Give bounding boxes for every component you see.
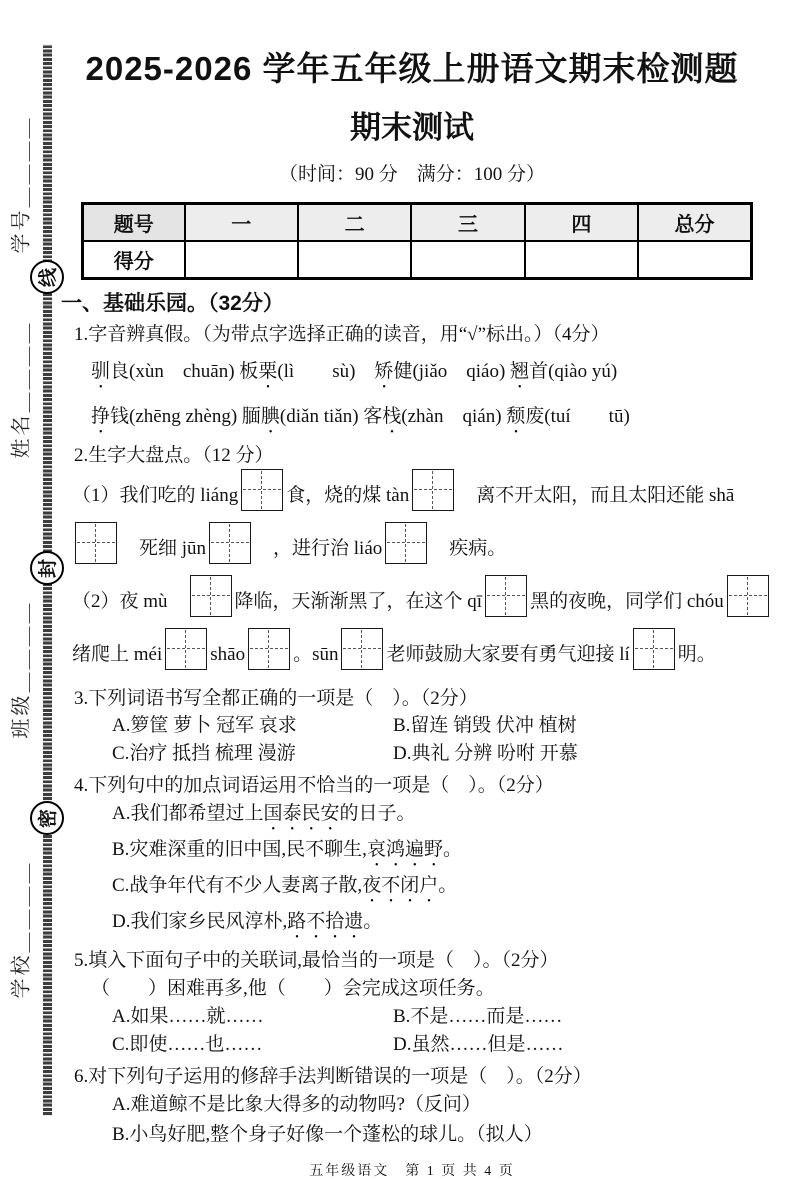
score-cell[interactable] [638, 241, 751, 278]
option-3c: C.治疗 抵挡 梳理 漫游 [112, 742, 296, 764]
text-segment: 食，烧的煤 tàn [286, 484, 410, 506]
dotted-text: 驯 [91, 360, 111, 382]
writing-grid-box[interactable] [633, 628, 675, 670]
question-2-heading: 2.生字大盘点。（12 分） [74, 444, 274, 466]
writing-grid-box[interactable] [209, 522, 251, 564]
text-segment: 明。 [677, 643, 716, 665]
text-segment: 良(xùn chuān) 板 [110, 360, 259, 382]
question-2-fill-line [72, 522, 769, 575]
seal-strip [0, 0, 62, 1122]
score-header-cell: 三 [411, 203, 524, 241]
option-3d: D.典礼 分辨 吩咐 开慕 [393, 742, 578, 764]
page-subtitle: 期末测试 [350, 109, 474, 145]
seal-circle-seal-char [30, 551, 64, 585]
text-segment: 健(jiǎo qiáo) [393, 360, 511, 382]
score-table-score-row [83, 241, 752, 278]
seal-circle-text: 线 [38, 267, 60, 287]
writing-grid-box[interactable] [75, 522, 117, 564]
question-5-sentence: （ ）困难再多,他（ ）会完成这项任务。 [91, 977, 495, 999]
writing-grid-box[interactable] [412, 469, 454, 511]
score-row-label: 得分 [83, 241, 185, 278]
score-header-cell: 总分 [638, 203, 751, 241]
option-3b: B.留连 销毁 伏冲 植树 [393, 714, 577, 736]
dotted-text: 栗 [258, 360, 278, 382]
text-segment: 死细 jūn [120, 537, 207, 559]
writing-grid-box[interactable] [165, 628, 207, 670]
option-5a: A.如果……就…… [112, 1005, 264, 1027]
text-segment: B.灾难深重的旧中国,民不聊生, [112, 838, 367, 860]
dotted-text: 路不拾遗 [287, 910, 364, 932]
text-segment: (lì sù) [277, 360, 375, 382]
question-3-options-row-2 [112, 740, 769, 768]
question-3-heading: 3.下列词语书写全都正确的一项是（ ）。（2分） [74, 687, 478, 709]
text-segment: A.我们都希望过上 [112, 802, 264, 824]
page-footer: 五年级语文 第 1 页 共 4 页 [309, 1163, 515, 1179]
text-segment: （2）夜 mù [72, 590, 187, 612]
question-1-pinyin-line-2 [91, 402, 769, 438]
question-4-heading: 4.下列句中的加点词语运用不恰当的一项是（ ）。（2分） [74, 774, 554, 796]
dotted-text: 腆 [260, 405, 280, 427]
writing-grid-box[interactable] [190, 575, 232, 617]
text-segment: 离不开太阳，而且太阳还能 shā [457, 484, 735, 506]
question-2-fill-line [72, 469, 769, 522]
text-segment: 黑的夜晚，同学们 chóu [530, 590, 724, 612]
score-header-cell: 题号 [83, 203, 185, 241]
text-segment: C.战争年代有不少人妻离子散, [112, 874, 363, 896]
writing-grid-box[interactable] [241, 469, 283, 511]
option-5c: C.即使……也…… [112, 1033, 263, 1055]
question-5-options-row-2 [112, 1031, 769, 1059]
seal-label-student-id: 学号＿＿＿＿ [10, 115, 33, 254]
text-segment: 疾病。 [430, 537, 507, 559]
seal-label-class: 班级＿＿＿＿ [10, 600, 33, 739]
option-4a [112, 799, 769, 835]
score-header-cell: 四 [525, 203, 638, 241]
question-5-heading: 5.填入下面句子中的关联词,最恰当的一项是（ ）。（2分） [74, 949, 559, 971]
question-1-pinyin-line-1 [91, 357, 769, 393]
dotted-text: 挣 [91, 405, 111, 427]
dotted-text: 翘 [510, 360, 530, 382]
score-cell[interactable] [185, 241, 298, 278]
writing-grid-box[interactable] [248, 628, 290, 670]
text-segment: 钱(zhēng zhèng) 腼 [110, 405, 261, 427]
option-4b [112, 835, 769, 871]
score-header-cell: 一 [185, 203, 298, 241]
text-segment: (zhàn qián) [401, 405, 507, 427]
dotted-text: 栈 [382, 405, 402, 427]
exam-time-score-info: （时间：90 分 满分：100 分） [278, 163, 545, 185]
text-segment: （1）我们吃的 liáng [72, 484, 239, 506]
score-cell[interactable] [298, 241, 411, 278]
seal-circle-text: 密 [38, 808, 60, 828]
question-6-heading: 6.对下列句子运用的修辞手法判断错误的一项是（ ）。（2分） [74, 1065, 592, 1087]
dotted-text: 夜不闭户 [362, 874, 439, 896]
seal-circle-secret-char [30, 801, 64, 835]
text-segment: shāo [210, 643, 246, 665]
seal-label-name: 姓名＿＿＿＿ [10, 320, 33, 459]
text-segment: ，进行治 liáo [254, 537, 383, 559]
seal-circle-line-char [30, 260, 64, 294]
question-3-options-row-1 [112, 712, 769, 740]
text-segment: 的日子。 [339, 802, 416, 824]
question-5-options-row-1 [112, 1003, 769, 1031]
option-4d [112, 907, 769, 943]
option-6a: A.难道鲸不是比象大得多的动物吗?（反问） [112, 1093, 481, 1115]
text-segment: 。 [363, 910, 383, 932]
dotted-text: 矫 [374, 360, 394, 382]
question-2-fill-line [72, 628, 769, 681]
writing-grid-box[interactable] [385, 522, 427, 564]
text-segment: 。 [442, 838, 462, 860]
dotted-text: 国泰民安 [263, 802, 340, 824]
section-1-heading: 一、基础乐园。（32分） [61, 291, 284, 315]
text-segment: 首(qiào yú) [529, 360, 618, 382]
dotted-text: 颓 [506, 405, 526, 427]
seal-label-school: 学校＿＿＿＿ [10, 860, 33, 999]
option-5d: D.虽然……但是…… [393, 1033, 564, 1055]
text-segment: (diǎn tiǎn) 客 [279, 405, 383, 427]
question-2-fill-line [72, 575, 769, 628]
score-cell[interactable] [525, 241, 638, 278]
option-5b: B.不是……而是…… [393, 1005, 563, 1027]
text-segment: 降临，天渐渐黑了，在这个 qī [234, 590, 483, 612]
writing-grid-box[interactable] [485, 575, 527, 617]
score-cell[interactable] [411, 241, 524, 278]
dotted-text: 哀鸿遍野 [366, 838, 443, 860]
page-title: 2025-2026 学年五年级上册语文期末检测题 [85, 50, 739, 87]
score-table-header-row [83, 203, 752, 241]
text-segment: 。 [438, 874, 458, 896]
seal-circle-text: 封 [38, 558, 60, 578]
option-6b: B.小鸟好肥,整个身子好像一个蓬松的球儿。（拟人） [112, 1123, 543, 1145]
writing-grid-box[interactable] [727, 575, 769, 617]
text-segment: 。sūn [293, 643, 339, 665]
exam-page [55, 0, 769, 1180]
text-segment: D.我们家乡民风淳朴, [112, 910, 288, 932]
text-segment: 废(tuí tū) [525, 405, 630, 427]
question-1-heading: 1.字音辨真假。（为带点字选择正确的读音，用“√”标出。）（4分） [74, 323, 610, 345]
text-segment: 老师鼓励大家要有勇气迎接 lí [386, 643, 630, 665]
text-segment: 绪爬上 méi [72, 643, 163, 665]
option-4c [112, 871, 769, 907]
option-3a: A.箩筐 萝卜 冠军 哀求 [112, 714, 297, 736]
score-header-cell: 二 [298, 203, 411, 241]
score-table [81, 202, 753, 280]
writing-grid-box[interactable] [341, 628, 383, 670]
